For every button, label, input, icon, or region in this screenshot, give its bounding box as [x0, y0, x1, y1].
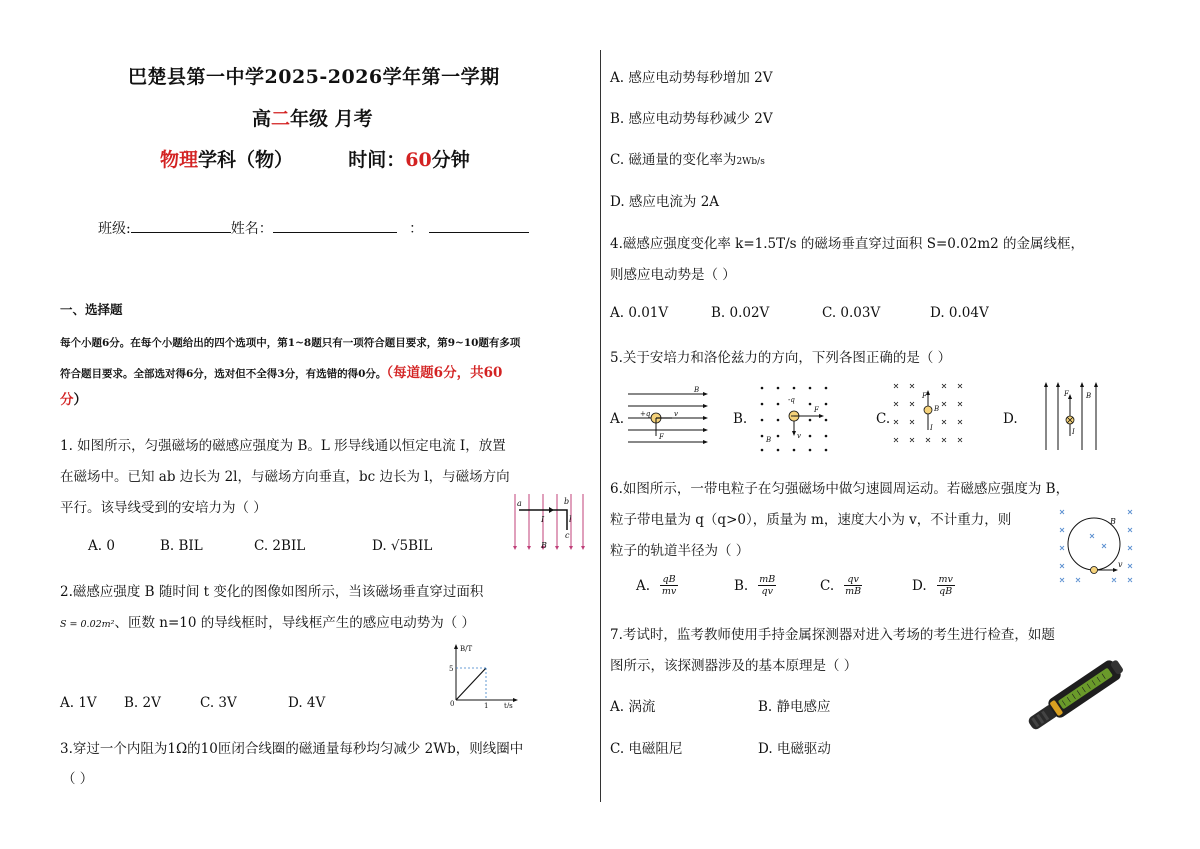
- q1-option-d[interactable]: D. √5BIL: [372, 538, 433, 554]
- q2-line1: 2.磁感应强度 B 随时间 t 变化的图像如图所示，当该磁场垂直穿过面积: [60, 584, 484, 600]
- class-field[interactable]: [131, 219, 231, 233]
- q1-line1: 1. 如图所示，匀强磁场的磁感应强度为 B。L 形导线通以恒定电流 I，放置: [60, 438, 506, 454]
- instructions-close: ）: [73, 392, 87, 408]
- q5-line1: 5.关于安培力和洛伦兹力的方向，下列各图正确的是（ ）: [610, 350, 952, 366]
- q1-fig-label-c: c: [565, 531, 570, 540]
- q5-option-d[interactable]: D.: [1003, 411, 1018, 427]
- q4-option-b[interactable]: B. 0.02V: [711, 305, 770, 321]
- q6-option-c[interactable]: [820, 574, 912, 597]
- q1-option-b[interactable]: B. BIL: [160, 538, 203, 554]
- instructions-2-text: 符合题目要求。全部选对得6分，选对但不全得3分，有选错的得0分。: [60, 368, 387, 380]
- q6-option-a[interactable]: [636, 574, 734, 597]
- q1-line2: 在磁场中。已知 ab 边长为 2l，与磁场方向垂直，bc 边长为 l，与磁场方向: [60, 469, 510, 485]
- q4-option-c[interactable]: C. 0.03V: [822, 305, 881, 321]
- q6-d-num: mv: [938, 574, 953, 585]
- q1-line3: 平行。该导线受到的安培力为（ ）: [60, 500, 267, 516]
- section-instructions-3: [60, 388, 87, 408]
- q4-option-d[interactable]: D. 0.04V: [930, 305, 989, 321]
- section-instructions-1: 每个小题6分。在每个小题给出的四个选项中，第1~8题只有一项符合题目要求，第9~10题有多项: [60, 337, 521, 349]
- q5c-label-i: I: [930, 424, 933, 432]
- q5-option-b[interactable]: B.: [733, 411, 748, 427]
- q7-option-a[interactable]: A. 涡流: [610, 699, 656, 715]
- third-label: ：: [409, 221, 424, 237]
- q5a-label-b: B: [694, 386, 700, 394]
- q6-line2: 粒子带电量为 q（q>0），质量为 m，速度大小为 v，不计重力，则: [610, 512, 1012, 528]
- q5b-label-v: v: [797, 432, 801, 440]
- q5b-label-b: B: [766, 436, 772, 444]
- subject-post: 学科（物）: [198, 149, 294, 171]
- q6-a-den: mv: [661, 586, 677, 597]
- q6-option-a-fraction: [660, 574, 678, 597]
- q1-options: [88, 538, 432, 554]
- q7-option-d[interactable]: D. 电磁驱动: [758, 741, 831, 757]
- q1-fig-label-l: l: [569, 515, 572, 524]
- q6-option-b[interactable]: [734, 574, 820, 597]
- metal-detector-illustration: [1018, 654, 1134, 738]
- q6-d-den: qB: [939, 586, 953, 597]
- q3-option-c-text: C. 磁通量的变化率为: [610, 152, 737, 168]
- student-info-row: [98, 218, 529, 238]
- q2-graph-xtick: 1: [484, 702, 489, 708]
- q7-option-b[interactable]: B. 静电感应: [758, 699, 831, 715]
- exam-subject-title: [160, 145, 470, 172]
- q7-options-row2: [610, 737, 831, 757]
- q5c-label-f: F: [922, 392, 927, 400]
- section-instructions-2: [60, 361, 502, 381]
- q7-line2: 图所示，该探测器涉及的基本原理是（ ）: [610, 658, 858, 674]
- name-field[interactable]: [273, 219, 397, 233]
- q1-figure: [505, 490, 587, 552]
- q6-option-b-letter: B.: [734, 577, 749, 594]
- q2-graph-origin: 0: [450, 700, 455, 708]
- q5c-label-b: B: [934, 405, 940, 413]
- grade-red: 二: [271, 108, 291, 130]
- q4-line1: 4.磁感应强度变化率 k=1.5T/s 的磁场垂直穿过面积 S=0.02m2 的金属线框，: [610, 236, 1084, 252]
- q6-line1: 6.如图所示，一带电粒子在匀强磁场中做匀速圆周运动。若磁感应强度为 B，: [610, 481, 1070, 497]
- q6-b-den: qv: [761, 586, 773, 597]
- q6-line3: 粒子的轨道半径为（ ）: [610, 543, 750, 559]
- q5-option-a[interactable]: A.: [610, 411, 625, 427]
- subject-red: 物理: [160, 149, 199, 171]
- column-divider: [600, 50, 601, 802]
- q3-option-b[interactable]: B. 感应电动势每秒减少 2V: [610, 111, 773, 127]
- q2-graph-xlabel: t/s: [504, 702, 513, 708]
- q2-graph-ytick: 5: [449, 665, 454, 673]
- q2-options: [60, 695, 325, 711]
- q1-fig-label-a: a: [517, 499, 522, 508]
- class-label: 班级:: [98, 221, 131, 237]
- name-label: 姓名：: [230, 221, 273, 237]
- q4-line2: 则感应电动势是（ ）: [610, 267, 736, 283]
- q5-figure-c: [890, 380, 970, 456]
- q6-option-d-letter: D.: [912, 577, 927, 594]
- q5a-label-f: F: [659, 433, 664, 441]
- q5-figure-d: [1040, 378, 1106, 454]
- q6-figure: [1054, 504, 1138, 586]
- q1-fig-label-bfield: B: [541, 541, 547, 550]
- q5-figure-b: [756, 382, 836, 454]
- section-title: 一、选择题: [60, 302, 123, 317]
- q7-options-row1: [610, 695, 831, 715]
- q6-option-c-fraction: [844, 574, 862, 597]
- instructions-red: （每道题6分，共60: [386, 365, 503, 381]
- q1-option-c[interactable]: C. 2BIL: [254, 538, 306, 554]
- q3-option-d[interactable]: D. 感应电流为 2A: [610, 194, 720, 210]
- instructions-red-b: 分: [60, 392, 74, 408]
- exam-school-title: 巴楚县第一中学2025-2026学年第一学期: [128, 66, 500, 88]
- q6-a-num: qB: [662, 574, 676, 585]
- q6-option-d-fraction: [937, 574, 955, 597]
- q2-area: S = 0.02m²: [60, 619, 115, 630]
- q5d-label-f: F: [1064, 390, 1069, 398]
- third-field[interactable]: [429, 219, 529, 233]
- q7-option-c[interactable]: C. 电磁阻尼: [610, 741, 683, 757]
- q5-figure-a: [626, 384, 712, 454]
- q6-fig-label-v: v: [1118, 560, 1123, 569]
- q1-option-a[interactable]: A. 0: [88, 538, 115, 554]
- time-unit: 分钟: [431, 149, 470, 171]
- q6-fig-label-b: B: [1110, 517, 1116, 526]
- q5a-label-v: v: [674, 410, 678, 418]
- time-label: 时间：: [348, 149, 406, 171]
- q6-option-c-letter: C.: [820, 577, 835, 594]
- q3-option-c-value: 2Wb/s: [736, 157, 765, 167]
- q5d-label-i: I: [1072, 428, 1075, 436]
- q6-option-b-fraction: [758, 574, 776, 597]
- q2-graph-ylabel: B/T: [460, 645, 473, 653]
- q3-option-a[interactable]: A. 感应电动势每秒增加 2V: [610, 70, 773, 86]
- q7-line1: 7.考试时，监考教师使用手持金属探测器对进入考场的考生进行检查，如题: [610, 627, 1055, 643]
- q4-options: [610, 305, 989, 321]
- q6-b-num: mB: [759, 574, 776, 585]
- q5a-label-q: +q: [640, 410, 651, 418]
- grade-pre: 高: [252, 108, 272, 130]
- q5b-label-q: -q: [788, 396, 795, 404]
- q3-line1: 3.穿过一个内阻为1Ω的10匝闭合线圈的磁通量每秒均匀减少 2Wb，则线圈中: [60, 741, 524, 757]
- q2-option-b[interactable]: B. 2V: [124, 695, 161, 711]
- q2-option-c[interactable]: C. 3V: [200, 695, 237, 711]
- q6-options: [636, 574, 955, 597]
- q3-line2: （ ）: [62, 771, 94, 787]
- q3-option-c[interactable]: [610, 148, 765, 168]
- grade-post: 年级 月考: [290, 108, 373, 130]
- q6-option-a-letter: A.: [636, 577, 651, 594]
- q2-line2: [60, 611, 475, 631]
- exam-grade-title: [252, 104, 373, 131]
- q4-option-a[interactable]: A. 0.01V: [610, 305, 669, 321]
- q5-option-c[interactable]: C.: [876, 411, 891, 427]
- q1-fig-label-i: I: [541, 515, 545, 524]
- q6-c-den: mB: [845, 586, 862, 597]
- q2-line2-rest: 、匝数 n=10 的导线框时，导线框产生的感应电动势为（ ）: [114, 615, 476, 631]
- q6-c-num: qv: [847, 574, 859, 585]
- time-value: 60: [405, 149, 432, 171]
- q2-option-a[interactable]: A. 1V: [60, 695, 97, 711]
- q2-option-d[interactable]: D. 4V: [288, 695, 326, 711]
- q6-option-d[interactable]: [912, 574, 955, 597]
- q5b-label-f: F: [814, 406, 819, 414]
- q5d-label-b: B: [1086, 392, 1092, 400]
- q1-fig-label-b: b: [564, 497, 570, 506]
- q2-graph: [440, 642, 520, 708]
